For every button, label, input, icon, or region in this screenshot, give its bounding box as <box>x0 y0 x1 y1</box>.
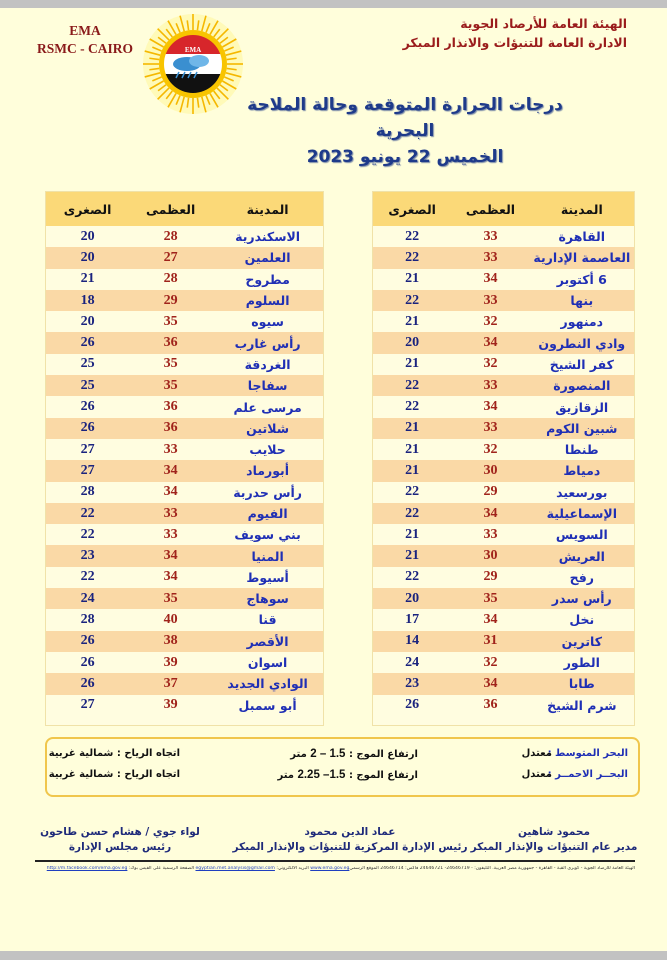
city-name: شبين الكوم <box>546 420 618 436</box>
footer-divider <box>35 860 635 862</box>
max-temp: 27 <box>163 249 178 265</box>
table-row <box>46 545 323 566</box>
min-temp: 22 <box>405 292 420 308</box>
table-row <box>373 673 634 694</box>
city-name: السلوم <box>245 293 290 309</box>
table-row <box>46 311 323 332</box>
max-temp: 39 <box>163 697 178 713</box>
footer-address: الهيئة العامة للأرصاد الجوية - كوبري القبة - القاهرة - جمهورية مصر العربية. التليفون: - 24646719- 24646721 فاكس: 24646714 الموقع الرسمي <box>349 866 635 871</box>
signatory-title: رئيس الإدارة المركزية للتنبؤات والإنذار المبكر <box>232 841 468 853</box>
min-temp: 26 <box>80 654 95 670</box>
city-name: الأقصر <box>246 633 289 649</box>
city-name: مطروح <box>245 271 290 287</box>
max-temp: 34 <box>483 675 498 691</box>
min-temp: 22 <box>405 249 420 265</box>
table-row <box>46 524 323 545</box>
col-max: العظمى <box>465 201 516 217</box>
min-temp: 17 <box>405 611 420 627</box>
table-header <box>46 192 323 226</box>
table-footer-space <box>46 716 323 725</box>
min-temp: 27 <box>80 441 95 457</box>
wave-label: ارتفاع الموج : <box>348 749 418 760</box>
min-temp: 22 <box>405 228 420 244</box>
city-name: بنها <box>570 293 594 309</box>
city-name: العريش <box>558 548 605 564</box>
max-temp: 35 <box>483 590 498 606</box>
city-name: سوهاج <box>246 591 289 607</box>
table-row <box>373 247 634 268</box>
city-name: العلمين <box>244 250 291 266</box>
min-temp: 23 <box>80 548 95 564</box>
table-row <box>373 567 634 588</box>
city-name: شلاتين <box>246 420 290 436</box>
max-temp: 28 <box>163 271 178 287</box>
min-temp: 21 <box>405 462 420 478</box>
max-temp: 33 <box>163 441 178 457</box>
max-temp: 36 <box>163 335 178 351</box>
city-name: اسوان <box>247 655 288 671</box>
email-label: البريد الالكتروني: <box>276 866 309 871</box>
table-row <box>46 503 323 524</box>
max-temp: 33 <box>483 420 498 436</box>
city-name: الغردقة <box>244 356 291 372</box>
wave-value: 1.5– 2.25 <box>297 769 346 781</box>
table-row <box>373 332 634 353</box>
city-name: أبورماد <box>246 463 290 479</box>
city-name: حلايب <box>249 442 286 458</box>
forecast-date: الخميس 22 يونيو 2023 <box>306 147 504 167</box>
max-temp: 31 <box>483 633 498 649</box>
ema-abbr: EMA <box>69 23 101 38</box>
table-row <box>373 631 634 652</box>
table-row <box>373 418 634 439</box>
min-temp: 26 <box>80 335 95 351</box>
table-row <box>46 290 323 311</box>
table-row <box>373 545 634 566</box>
city-name: الإسماعيلية <box>546 506 617 521</box>
table-row <box>46 439 323 460</box>
wave-label: ارتفاع الموج : <box>348 770 418 781</box>
max-temp: 34 <box>163 462 178 478</box>
city-name: السويس <box>555 527 608 543</box>
signatory-name: لواء جوي / هشام حسن طاحون <box>40 826 200 838</box>
max-temp: 34 <box>483 611 498 627</box>
table-row <box>46 269 323 290</box>
city-name: دمنهور <box>560 314 604 330</box>
wind-direction: اتجاه الرياح : شمالية غربية <box>48 769 180 780</box>
table-row <box>46 332 323 353</box>
col-city: المدينة <box>246 201 289 217</box>
city-name: سيوه <box>251 314 284 330</box>
table-row <box>373 354 634 375</box>
min-temp: 14 <box>405 633 420 649</box>
max-temp: 33 <box>163 526 178 542</box>
min-temp: 24 <box>80 590 95 606</box>
min-temp: 23 <box>405 675 420 691</box>
col-max: العظمى <box>146 201 196 217</box>
min-temp: 21 <box>405 271 420 287</box>
city-name: كفر الشيخ <box>549 356 614 372</box>
min-temp: 22 <box>80 569 95 585</box>
max-temp: 35 <box>163 590 178 606</box>
city-name: كاترين <box>561 633 602 649</box>
city-name: وادي النطرون <box>538 335 626 351</box>
min-temp: 21 <box>405 356 420 372</box>
min-temp: 22 <box>405 399 420 415</box>
table-row <box>46 226 323 247</box>
table-row <box>46 609 323 630</box>
logo-text: EMA <box>184 46 202 54</box>
min-temp: 21 <box>405 420 420 436</box>
city-name: سفاجا <box>247 378 288 394</box>
max-temp: 29 <box>163 292 178 308</box>
max-temp: 37 <box>163 675 178 691</box>
table-row <box>373 609 634 630</box>
table-row <box>373 695 634 716</box>
city-name: طابا <box>568 676 595 692</box>
table-row <box>46 247 323 268</box>
sea-name: البحر المتوسط : <box>547 748 628 759</box>
min-temp: 25 <box>80 377 95 393</box>
city-name: رأس غارب <box>234 335 301 351</box>
max-temp: 35 <box>163 356 178 372</box>
min-temp: 24 <box>405 654 420 670</box>
min-temp: 20 <box>80 249 95 265</box>
max-temp: 34 <box>483 399 498 415</box>
min-temp: 22 <box>405 377 420 393</box>
max-temp: 36 <box>163 420 178 436</box>
table-row <box>46 354 323 375</box>
footer-contact <box>35 866 635 871</box>
city-name: القاهرة <box>558 229 606 245</box>
city-name: 6 أكتوبر <box>556 271 607 287</box>
max-temp: 34 <box>483 505 498 521</box>
max-temp: 40 <box>163 611 178 627</box>
max-temp: 29 <box>483 569 498 585</box>
sea-navigation-box <box>45 737 640 797</box>
table-row <box>373 588 634 609</box>
min-temp: 18 <box>80 292 95 308</box>
table-row <box>46 396 323 417</box>
page-title: درجات الحرارة المتوقعة وحالة الملاحة البحرية <box>247 95 563 141</box>
rsmc-header <box>30 22 140 58</box>
facebook-link[interactable]: http://m.facebook.com/ema.gov.eg <box>46 866 128 871</box>
wave-unit: متر <box>290 749 307 760</box>
table-footer-space <box>373 716 634 725</box>
table-row <box>373 460 634 481</box>
city-name: المنيا <box>251 548 284 564</box>
city-name: الفيوم <box>247 506 288 521</box>
min-temp: 26 <box>80 420 95 436</box>
min-temp: 20 <box>405 590 420 606</box>
page-title-block <box>230 92 580 170</box>
max-temp: 39 <box>163 654 178 670</box>
max-temp: 33 <box>483 249 498 265</box>
city-name: بني سويف <box>234 527 301 543</box>
city-name: مرسى علم <box>233 399 302 415</box>
table-row <box>373 524 634 545</box>
min-temp: 21 <box>405 526 420 542</box>
max-temp: 32 <box>483 313 498 329</box>
wave-unit: متر <box>277 770 294 781</box>
max-temp: 34 <box>483 335 498 351</box>
city-name: الزقازيق <box>555 399 609 415</box>
city-name: طنطا <box>564 442 599 458</box>
min-temp: 21 <box>80 271 95 287</box>
table-row <box>46 588 323 609</box>
min-temp: 22 <box>80 526 95 542</box>
min-temp: 21 <box>405 548 420 564</box>
temperature-table-right <box>372 191 635 726</box>
table-row <box>46 673 323 694</box>
city-name: رأس حدربة <box>233 484 302 500</box>
max-temp: 32 <box>483 654 498 670</box>
min-temp: 21 <box>405 441 420 457</box>
signature-chairman <box>40 825 200 855</box>
sea-state: معتدل <box>521 769 552 780</box>
min-temp: 26 <box>80 399 95 415</box>
city-name: أبو سمبل <box>238 697 297 713</box>
max-temp: 28 <box>163 228 178 244</box>
wave-height <box>290 748 418 760</box>
city-name: رأس سدر <box>551 591 612 607</box>
col-min: الصغرى <box>388 201 436 217</box>
table-row <box>373 269 634 290</box>
temperature-table-left <box>45 191 324 726</box>
max-temp: 38 <box>163 633 178 649</box>
org-department: الادارة العامة للتنبؤات والانذار المبكر <box>402 35 627 50</box>
table-row <box>46 567 323 588</box>
city-name: نخل <box>569 612 595 628</box>
min-temp: 28 <box>80 484 95 500</box>
max-temp: 34 <box>483 271 498 287</box>
min-temp: 25 <box>80 356 95 372</box>
rsmc-cairo: RSMC - CAIRO <box>37 41 133 56</box>
table-row <box>373 375 634 396</box>
city-name: العاصمة الإدارية <box>533 250 631 266</box>
signatory-title: مدير عام التنبؤات والإنذار المبكر <box>470 841 638 853</box>
signature-forecast-director <box>469 825 639 855</box>
city-name: رفح <box>569 569 594 585</box>
min-temp: 28 <box>80 611 95 627</box>
max-temp: 30 <box>483 548 498 564</box>
min-temp: 20 <box>405 335 420 351</box>
top-bar <box>0 0 667 8</box>
city-name: الوادي الجديد <box>227 676 308 692</box>
table-row <box>373 503 634 524</box>
min-temp: 22 <box>405 484 420 500</box>
table-row <box>46 695 323 716</box>
signatory-name: محمود شاهين <box>517 826 591 838</box>
bottom-bar <box>0 951 667 960</box>
min-temp: 22 <box>405 505 420 521</box>
table-row <box>46 418 323 439</box>
sea-row-mediterranean <box>47 748 638 766</box>
max-temp: 36 <box>163 399 178 415</box>
table-row <box>46 482 323 503</box>
city-name: أسيوط <box>246 569 289 585</box>
sea-name: البحــر الاحمــر : <box>547 769 628 780</box>
col-city: المدينة <box>560 201 603 217</box>
max-temp: 35 <box>163 313 178 329</box>
min-temp: 27 <box>80 697 95 713</box>
max-temp: 34 <box>163 484 178 500</box>
table-row <box>46 631 323 652</box>
max-temp: 33 <box>483 228 498 244</box>
max-temp: 33 <box>483 377 498 393</box>
min-temp: 22 <box>80 505 95 521</box>
city-name: دمياط <box>563 463 601 479</box>
max-temp: 34 <box>163 569 178 585</box>
wave-value: 1.5 – 2 <box>310 748 346 760</box>
min-temp: 27 <box>80 462 95 478</box>
max-temp: 33 <box>483 526 498 542</box>
table-row <box>373 226 634 247</box>
city-name: الطور <box>563 655 600 671</box>
wave-height <box>277 769 418 781</box>
max-temp: 33 <box>483 292 498 308</box>
table-row <box>46 652 323 673</box>
min-temp: 26 <box>405 697 420 713</box>
max-temp: 33 <box>163 505 178 521</box>
max-temp: 29 <box>483 484 498 500</box>
city-name: شرم الشيخ <box>547 697 617 713</box>
table-row <box>373 482 634 503</box>
website-link[interactable]: www.ema.gov.eg <box>310 866 350 871</box>
sea-row-red-sea <box>47 769 638 787</box>
city-name: بورسعيد <box>556 484 608 500</box>
city-name: المنصورة <box>553 378 611 394</box>
max-temp: 35 <box>163 377 178 393</box>
max-temp: 32 <box>483 441 498 457</box>
min-temp: 22 <box>405 569 420 585</box>
table-header <box>373 192 634 226</box>
table-row <box>46 460 323 481</box>
signature-central-director <box>230 825 470 855</box>
email-link[interactable]: egyptian.met.analysis@gmail.com <box>195 866 275 871</box>
max-temp: 34 <box>163 548 178 564</box>
table-row <box>46 375 323 396</box>
table-row <box>373 439 634 460</box>
min-temp: 21 <box>405 313 420 329</box>
facebook-label: الصفحة الرسمية على الفيس بوك: <box>128 866 195 871</box>
wind-direction: اتجاه الرياح : شمالية غربية <box>48 748 180 759</box>
sea-state: معتدل <box>521 748 552 759</box>
table-row <box>373 290 634 311</box>
min-temp: 20 <box>80 228 95 244</box>
city-name: قنا <box>258 612 277 628</box>
max-temp: 30 <box>483 462 498 478</box>
min-temp: 20 <box>80 313 95 329</box>
org-name: الهيئة العامة للأرصاد الجوية <box>460 16 627 31</box>
city-name: الاسكندرية <box>235 229 301 245</box>
signatory-title: رئيس مجلس الإدارة <box>68 841 172 853</box>
max-temp: 32 <box>483 356 498 372</box>
org-header <box>347 14 627 52</box>
col-min: الصغرى <box>63 201 112 217</box>
table-row <box>373 311 634 332</box>
min-temp: 26 <box>80 675 95 691</box>
table-row <box>373 396 634 417</box>
min-temp: 26 <box>80 633 95 649</box>
signatory-name: عماد الدين محمود <box>304 826 396 838</box>
max-temp: 36 <box>483 697 498 713</box>
table-row <box>373 652 634 673</box>
